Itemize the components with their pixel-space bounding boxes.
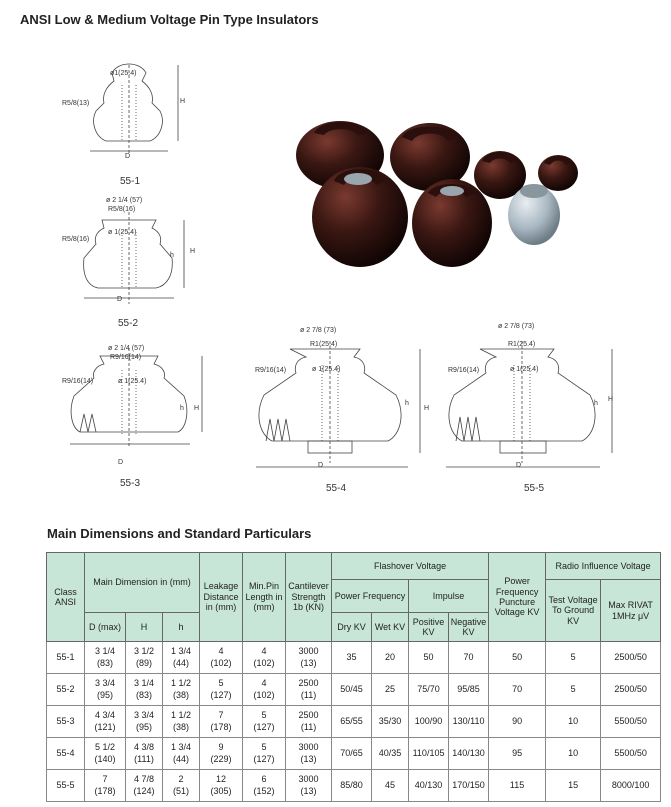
drawing-55-3-D: D [118,459,124,466]
header-dry: Dry KV [332,613,372,642]
header-d: D (max) [85,613,126,642]
section-title: Main Dimensions and Standard Particulars [47,526,312,541]
drawing-55-4-H: H [424,405,430,412]
cell-h: 1 3/4 (44) [163,642,200,674]
drawing-55-3-label: 55-3 [120,478,141,489]
cell-class: 55-3 [47,706,85,738]
header-puncture: Power Frequency Puncture Voltage KV [489,553,546,642]
drawing-55-4-side: R9/16(14) [255,367,287,374]
header-positive: Positive KV [409,613,449,642]
cell-minpin: 4 (102) [243,674,286,706]
cell-leakage: 9 (229) [200,738,243,770]
header-test-voltage: Test Voltage To Ground KV [546,580,601,642]
cell-positive: 50 [409,642,449,674]
header-flashover: Flashover Voltage [332,553,489,580]
cell-dry: 65/55 [332,706,372,738]
drawing-55-4-top2: R1(25.4) [310,341,338,348]
drawing-55-4-h: h [405,400,409,407]
drawing-55-4-top: ø 2 7/8 (73) [300,327,337,334]
cell-negative: 140/130 [449,738,489,770]
header-radio: Radio Influence Voltage [546,553,661,580]
drawing-55-5-H: H [608,396,614,403]
header-power-frequency: Power Frequency [332,580,409,613]
drawing-55-5-label: 55-5 [524,483,545,494]
drawing-55-3-top: ø 2 1/4 (57) [108,345,145,352]
cell-leakage: 5 (127) [200,674,243,706]
cell-negative: 70 [449,642,489,674]
cell-puncture: 115 [489,770,546,802]
drawing-55-3-side: R9/16(14) [62,378,94,385]
cell-test-voltage: 15 [546,770,601,802]
drawing-55-2-top2: R5/8(16) [108,206,136,213]
cell-class: 55-1 [47,642,85,674]
cell-d: 5 1/2 (140) [85,738,126,770]
header-H: H [126,613,163,642]
cell-minpin: 4 (102) [243,642,286,674]
cell-cantilever: 3000 (13) [286,770,332,802]
cell-cantilever: 2500 (11) [286,674,332,706]
drawing-55-5-side: R9/16(14) [448,367,480,374]
drawing-55-1-side: R5/8(13) [62,100,90,107]
cell-leakage: 12 (305) [200,770,243,802]
drawing-55-4-D: D [318,462,324,469]
cell-h: 2 (51) [163,770,200,802]
cell-class: 55-2 [47,674,85,706]
cell-wet: 40/35 [372,738,409,770]
cell-d: 4 3/4 (121) [85,706,126,738]
cell-negative: 95/85 [449,674,489,706]
cell-minpin: 6 (152) [243,770,286,802]
cell-dry: 70/65 [332,738,372,770]
cell-cantilever: 2500 (11) [286,706,332,738]
cell-puncture: 95 [489,738,546,770]
drawing-55-5-h: h [594,400,598,407]
header-impulse: Impulse [409,580,489,613]
drawing-55-2 [62,198,202,313]
drawing-55-4-inner: ø 1(25.4) [312,366,341,373]
drawing-55-1-label: 55-1 [120,176,141,187]
drawing-55-2-side: R5/8(16) [62,236,90,243]
insulator-product-photo [280,95,610,300]
drawing-55-1-D: D [125,153,131,160]
header-cantilever: Cantilever Strength 1b (KN) [286,553,332,642]
drawing-55-5-top2: R1(25.4) [508,341,536,348]
cell-wet: 35/30 [372,706,409,738]
cell-H: 3 3/4 (95) [126,706,163,738]
cell-positive: 75/70 [409,674,449,706]
cell-negative: 130/110 [449,706,489,738]
cell-H: 4 3/8 (111) [126,738,163,770]
cell-max-rivat: 2500/50 [601,642,661,674]
header-main-dim: Main Dimension in (mm) [85,553,200,613]
cell-minpin: 5 (127) [243,738,286,770]
cell-puncture: 90 [489,706,546,738]
header-negative: Negative KV [449,613,489,642]
cell-d: 3 1/4 (83) [85,642,126,674]
drawing-55-5 [440,335,620,480]
table-row [47,674,661,706]
cell-max-rivat: 2500/50 [601,674,661,706]
cell-positive: 40/130 [409,770,449,802]
drawing-55-5-top: ø 2 7/8 (73) [498,323,535,330]
cell-leakage: 7 (178) [200,706,243,738]
cell-test-voltage: 5 [546,642,601,674]
cell-max-rivat: 5500/50 [601,706,661,738]
cell-puncture: 50 [489,642,546,674]
drawing-55-2-H: H [190,248,196,255]
table-row [47,642,661,674]
table-row [47,770,661,802]
cell-max-rivat: 5500/50 [601,738,661,770]
cell-H: 3 1/4 (83) [126,674,163,706]
cell-class: 55-4 [47,738,85,770]
drawing-55-5-D: D [516,462,522,469]
header-h: h [163,613,200,642]
drawing-55-3-h: h [180,405,184,412]
cell-dry: 85/80 [332,770,372,802]
header-leakage: Leakage Distance in (mm) [200,553,243,642]
drawing-55-1-top: ø1(25.4) [110,70,137,77]
cell-puncture: 70 [489,674,546,706]
cell-H: 4 7/8 (124) [126,770,163,802]
drawing-55-2-inner: ø 1(25.4) [108,229,137,236]
drawing-55-1-H: H [180,98,186,105]
drawing-55-2-h: h [170,252,174,259]
drawing-55-2-label: 55-2 [118,318,139,329]
cell-positive: 110/105 [409,738,449,770]
cell-d: 7 (178) [85,770,126,802]
cell-positive: 100/90 [409,706,449,738]
cell-cantilever: 3000 (13) [286,738,332,770]
header-wet: Wet KV [372,613,409,642]
specifications-table [46,552,661,802]
page-title: ANSI Low & Medium Voltage Pin Type Insulators [20,12,319,27]
header-class: Class ANSI [47,553,85,642]
drawing-55-4-label: 55-4 [326,483,347,494]
cell-negative: 170/150 [449,770,489,802]
drawing-55-3-inner: ø 1(25.4) [118,378,147,385]
drawing-55-3-top2: R9/16(14) [110,354,142,361]
cell-wet: 25 [372,674,409,706]
cell-dry: 50/45 [332,674,372,706]
table-row [47,706,661,738]
drawing-55-4 [248,335,428,480]
cell-max-rivat: 8000/100 [601,770,661,802]
drawing-55-3-H: H [194,405,200,412]
cell-d: 3 3/4 (95) [85,674,126,706]
cell-h: 1 1/2 (38) [163,706,200,738]
drawing-55-5-inner: ø 1(25.4) [510,366,539,373]
cell-h: 1 1/2 (38) [163,674,200,706]
cell-cantilever: 3000 (13) [286,642,332,674]
drawing-55-2-D: D [117,296,123,303]
cell-test-voltage: 10 [546,706,601,738]
drawing-55-2-top: ø 2 1/4 (57) [106,197,143,204]
cell-wet: 20 [372,642,409,674]
cell-test-voltage: 10 [546,738,601,770]
cell-leakage: 4 (102) [200,642,243,674]
cell-wet: 45 [372,770,409,802]
header-max-rivat: Max RIVAT 1MHz μV [601,580,661,642]
cell-minpin: 5 (127) [243,706,286,738]
cell-test-voltage: 5 [546,674,601,706]
cell-H: 3 1/2 (89) [126,642,163,674]
cell-h: 1 3/4 (44) [163,738,200,770]
cell-class: 55-5 [47,770,85,802]
table-row [47,738,661,770]
header-minpin: Min.Pin Length in (mm) [243,553,286,642]
cell-dry: 35 [332,642,372,674]
